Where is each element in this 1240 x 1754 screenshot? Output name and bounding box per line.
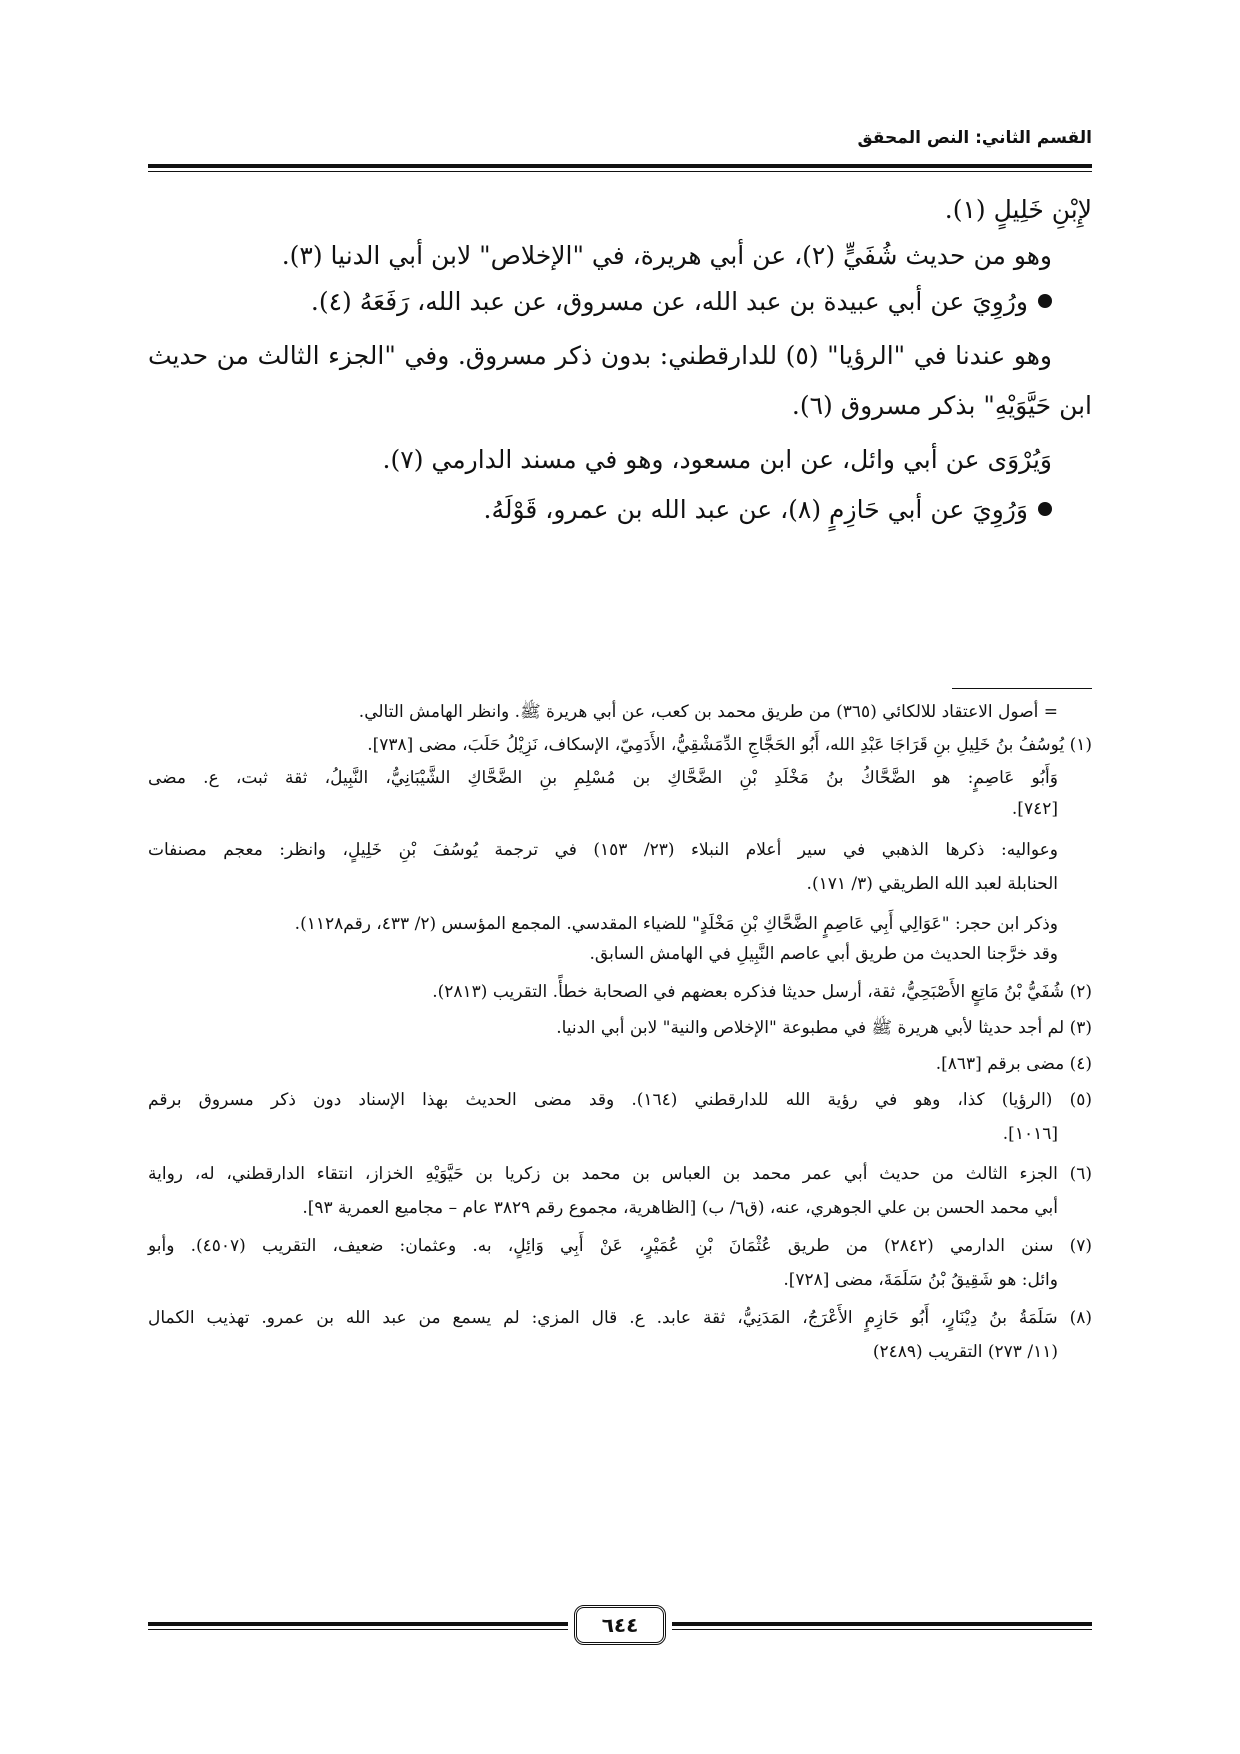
footnote-line: أبي محمد الحسن بن علي الجوهري، عنه، (ق٦/ ب) [الظاهرية، مجموع رقم ٣٨٢٩ عام – مجاميع العمرية ٩٣]. xyxy=(302,1198,1058,1218)
footnote-line: (١١/ ٢٧٣) التقريب (٢٤٨٩) xyxy=(872,1342,1058,1362)
footnote-line: (٨) سَلَمَةُ بنُ دِيْنَارٍ، أَبُو حَازِمٍ الأَعْرَجُ، المَدَنِيُّ، ثقة عابد. ع. قال المزي: لم يسمع من عبد الله بن عمرو. تهذيب الكمال xyxy=(148,1308,1092,1328)
main-line: ابن حَيَّوَيْهِ" بذكر مسروق (٦). xyxy=(791,391,1092,420)
footer-rule-left xyxy=(148,1622,568,1626)
bullet-icon xyxy=(1038,294,1052,308)
running-header: القسم الثاني: النص المحقق xyxy=(857,128,1092,148)
footnote-line: وعواليه: ذكرها الذهبي في سير أعلام النبلاء (٢٣/ ١٥٣) في ترجمة يُوسُفَ بْنِ خَلِيلٍ، وانظر: معجم مصنفات xyxy=(148,840,1058,860)
footnote-line: (٧) سنن الدارمي (٢٨٤٢) من طريق عُثْمَانَ بْنِ عُمَيْرٍ، عَنْ أَبِي وَائِلٍ، به. وعثمان: ضعيف، التقريب (٤٥٠٧). وأبو xyxy=(148,1236,1092,1256)
footnote-line: [١٠١٦]. xyxy=(1002,1124,1058,1144)
header-rule-thin xyxy=(148,171,1092,172)
main-line: وهو عندنا في "الرؤيا" (٥) للدارقطني: بدون ذكر مسروق. وفي "الجزء الثالث من حديث xyxy=(148,341,1052,370)
header-rule xyxy=(148,164,1092,168)
footnote-line: وائل: هو شَقِيقُ بْنُ سَلَمَةَ، مضى [٧٢٨]. xyxy=(783,1270,1058,1290)
footer-rule-left-thin xyxy=(148,1629,568,1630)
main-line-text: وَرُوِيَ عن أبي حَازِمٍ (٨)، عن عبد الله بن عمرو، قَوْلَهُ. xyxy=(483,495,1028,524)
main-line: وهو من حديث شُفَيٍّ (٢)، عن أبي هريرة، في "الإخلاص" لابن أبي الدنيا (٣). xyxy=(281,241,1052,270)
main-line: لإِبْنِ خَلِيلٍ (١). xyxy=(944,195,1092,224)
footnote-line: وَأَبُو عَاصِمٍ: هو الضَّحَّاكُ بنُ مَخْلَدِ بْنِ الضَّحَّاكِ بن مُسْلِمِ بنِ الضَّحَّاكِ الشَّيْبَانِيُّ، النَّبِيلُ، ثقة ثبت، ع. مضى xyxy=(148,768,1058,788)
footer-rule-right xyxy=(672,1622,1092,1626)
footnote-line: (٤) مضى برقم [٨٦٣]. xyxy=(935,1054,1092,1074)
footnote-line: الحنابلة لعبد الله الطريقي (٣/ ١٧١). xyxy=(806,874,1058,894)
footnote-line: = أصول الاعتقاد للالكائي (٣٦٥) من طريق محمد بن كعب، عن أبي هريرة ﷺ. وانظر الهامش التالي. xyxy=(358,702,1058,722)
footnote-line: (١) يُوسُفُ بنُ خَلِيلِ بنِ قَرَاجَا عَبْدِ الله، أَبُو الحَجَّاجِ الدِّمَشْقِيُّ، الأَدَمِيّ، الإسكاف، نَزِيْلُ حَلَبَ، مضى [٧٣٨]. xyxy=(367,735,1092,755)
main-line: وَيُرْوَى عن أبي وائل، عن ابن مسعود، وهو في مسند الدارمي (٧). xyxy=(382,445,1052,474)
footnote-line: [٧٤٢]. xyxy=(1011,799,1058,819)
footnote-line: (٥) (الرؤيا) كذا، وهو في رؤية الله للدارقطني (١٦٤). وقد مضى الحديث بهذا الإسناد دون ذكر مسروق برقم xyxy=(148,1090,1092,1110)
footnote-separator xyxy=(952,688,1092,689)
main-line xyxy=(148,490,1052,530)
footnote-line: وذكر ابن حجر: "عَوَالِي أَبِي عَاصِمٍ الضَّحَّاكِ بْنِ مَخْلَدٍ" للضياء المقدسي. المجمع المؤسس (٢/ ٤٣٣، رقم١١٢٨). xyxy=(294,914,1058,934)
page-number: ٦٤٤ xyxy=(574,1605,666,1645)
footnote-line: وقد خرَّجنا الحديث من طريق أبي عاصم النَّبِيلِ في الهامش السابق. xyxy=(589,944,1058,964)
footnote-line: (٣) لم أجد حديثا لأبي هريرة ﷺ في مطبوعة "الإخلاص والنية" لابن أبي الدنيا. xyxy=(556,1018,1092,1038)
footnote-line: (٢) شُفَيُّ بْنُ مَاتِعٍ الأَصْبَحِيُّ، ثقة، أرسل حديثا فذكره بعضهم في الصحابة خطأً. التقريب (٢٨١٣). xyxy=(432,982,1092,1002)
footnote-line: (٦) الجزء الثالث من حديث أبي عمر محمد بن العباس بن محمد بن زكريا بن حَيَّوَيْهِ الخزاز، انتقاء الدارقطني، له، رواية xyxy=(148,1164,1092,1184)
main-line-text: ورُوِيَ عن أبي عبيدة بن عبد الله، عن مسروق، عن عبد الله، رَفَعَهُ (٤). xyxy=(310,287,1028,316)
main-line xyxy=(148,282,1052,322)
footer-rule-right-thin xyxy=(672,1629,1092,1630)
bullet-icon xyxy=(1038,502,1052,516)
